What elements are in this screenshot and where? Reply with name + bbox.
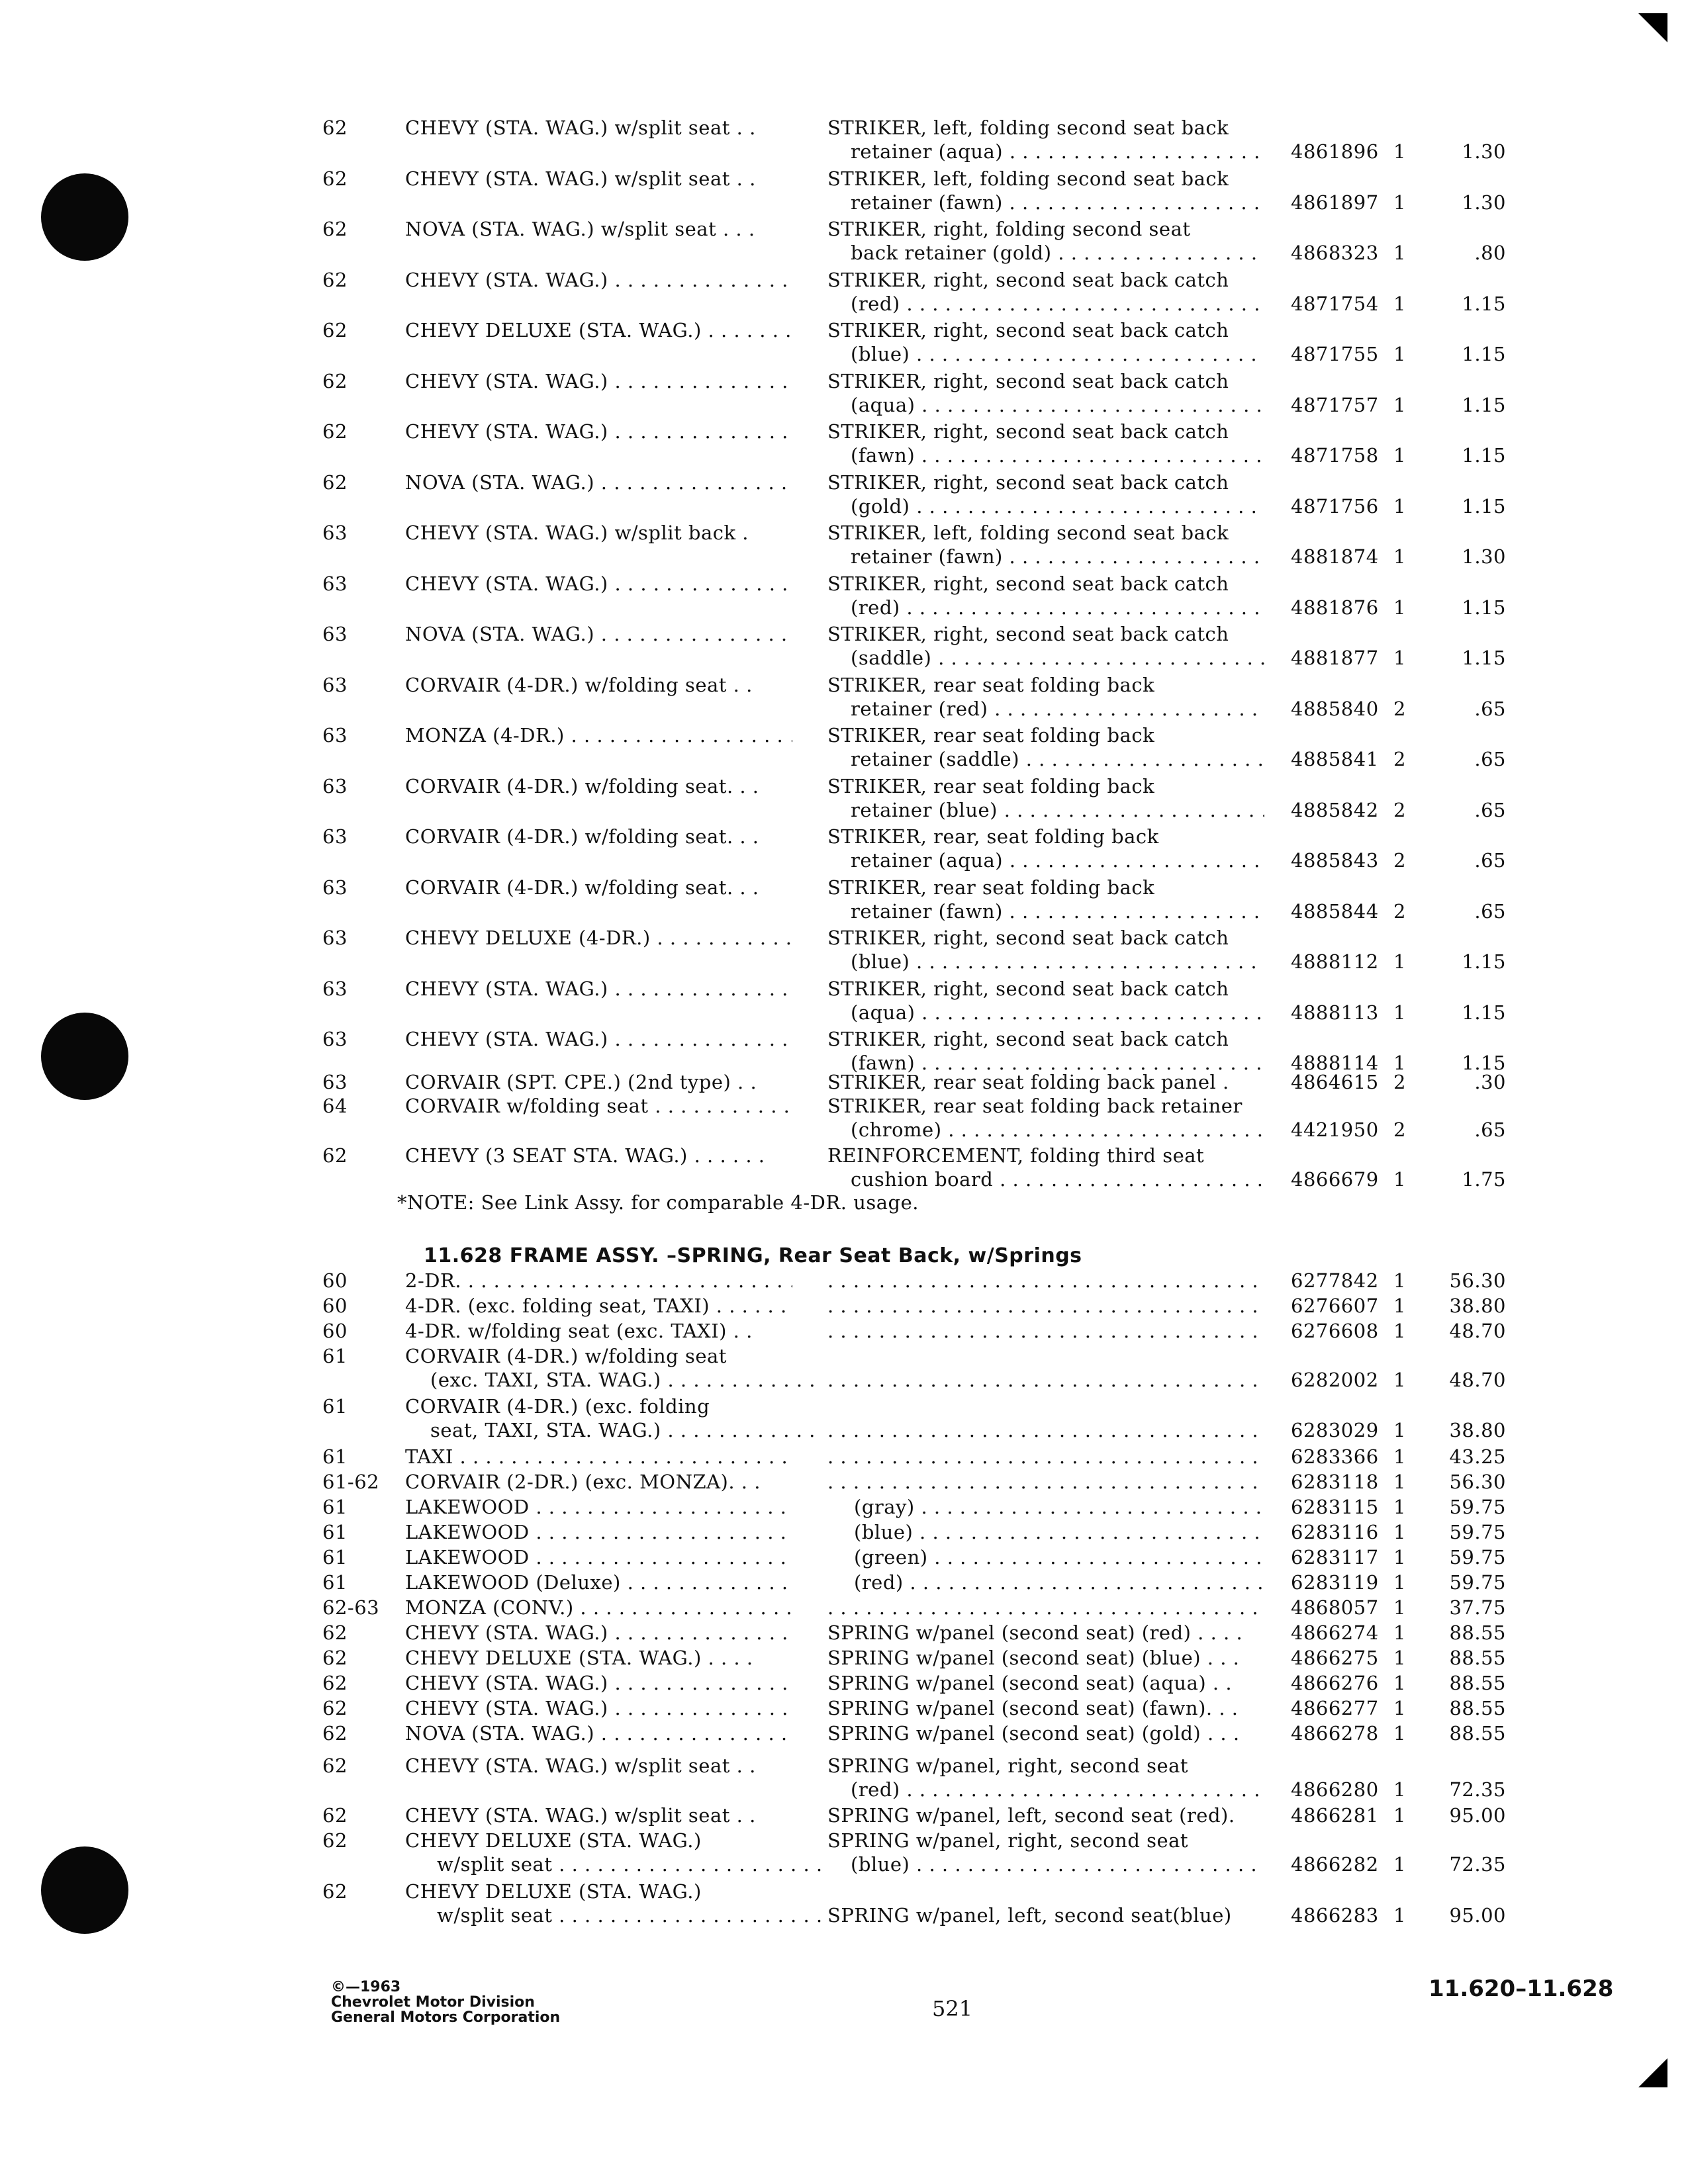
price: .30 <box>1474 1071 1506 1093</box>
description: STRIKER, right, second seat back catch <box>827 268 1229 291</box>
part-number: 4868057 <box>1291 1596 1379 1619</box>
description: STRIKER, left, folding second seat back <box>827 116 1229 139</box>
description-line2: (chrome) . . . <box>851 1118 1264 1142</box>
year: 62 <box>322 1647 348 1669</box>
model: CORVAIR (4-DR.) w/folding seat. . . <box>405 876 759 899</box>
description: SPRING w/panel (second seat) (blue) . . . <box>827 1647 1240 1669</box>
model: CORVAIR (2-DR.) (exc. MONZA). . . <box>405 1471 761 1493</box>
model: CHEVY (STA. WAG.) . . . <box>405 977 792 1001</box>
model: CORVAIR (4-DR.) w/folding seat . . <box>405 673 753 696</box>
model-line2: w/split seat . . . <box>437 1903 824 1927</box>
quantity: 1 <box>1393 242 1406 264</box>
model: CORVAIR w/folding seat . . . <box>405 1094 792 1118</box>
model-line2: seat, TAXI, STA. WAG.) . . . <box>430 1418 818 1442</box>
price: 43.25 <box>1449 1445 1506 1468</box>
corner-mark-top-right <box>1638 13 1667 42</box>
part-number: 4888112 <box>1291 950 1379 973</box>
model: CHEVY (STA. WAG.) . . . <box>405 1621 792 1645</box>
price: 1.15 <box>1462 596 1506 619</box>
price: 1.30 <box>1462 545 1506 568</box>
part-number: 6283119 <box>1291 1571 1379 1594</box>
quantity: 2 <box>1393 1118 1406 1141</box>
part-number: 4885843 <box>1291 849 1379 872</box>
description: STRIKER, right, second seat back catch <box>827 420 1229 443</box>
part-number: 4861897 <box>1291 191 1379 214</box>
quantity: 1 <box>1393 1419 1406 1441</box>
year: 60 <box>322 1320 348 1342</box>
year: 62 <box>322 1621 348 1644</box>
description <box>827 1470 1264 1494</box>
description: STRIKER, right, second seat back catch <box>827 927 1229 949</box>
part-number: 4871756 <box>1291 494 1379 518</box>
description-line2: back retainer (gold) . . . <box>851 241 1264 265</box>
price: 48.70 <box>1449 1320 1506 1342</box>
price: 1.15 <box>1462 1001 1506 1024</box>
description-line2: SPRING w/panel, left, second seat(blue) <box>827 1904 1232 1927</box>
model: NOVA (STA. WAG.) w/split seat . . . <box>405 218 755 240</box>
copyright: ©—1963 <box>331 1979 401 1995</box>
model: TAXI . . . <box>405 1445 792 1469</box>
quantity: 1 <box>1393 1168 1406 1191</box>
description: SPRING w/panel (second seat) (red) . . . . <box>827 1621 1243 1644</box>
price: 1.15 <box>1462 647 1506 669</box>
model: LAKEWOOD . . . <box>405 1520 792 1544</box>
description <box>827 1418 1264 1442</box>
description: REINFORCEMENT, folding third seat <box>827 1144 1205 1167</box>
price: 88.55 <box>1449 1697 1506 1719</box>
description-line2: (blue) . . . <box>851 1852 1264 1876</box>
quantity: 1 <box>1393 1471 1406 1493</box>
usage-note: *NOTE: See Link Assy. for comparable 4-DR. usage. <box>397 1191 919 1214</box>
quantity: 1 <box>1393 1722 1406 1745</box>
price: 72.35 <box>1449 1778 1506 1801</box>
description: STRIKER, rear seat folding back retainer <box>827 1095 1243 1117</box>
part-number: 4866280 <box>1291 1778 1379 1801</box>
model: CHEVY (STA. WAG.) w/split seat . . <box>405 167 756 190</box>
model: CHEVY (STA. WAG.) . . . <box>405 572 792 596</box>
description-line2: retainer (fawn) . . . <box>851 191 1264 214</box>
part-number: 4885841 <box>1291 748 1379 770</box>
part-number: 4881877 <box>1291 647 1379 669</box>
model: LAKEWOOD (Deluxe) . . . <box>405 1570 792 1594</box>
price: 95.00 <box>1449 1804 1506 1827</box>
description-line2: retainer (fawn) . . . <box>851 899 1264 923</box>
binder-hole-middle <box>41 1013 128 1100</box>
model: 4-DR. (exc. folding seat, TAXI) . . . <box>405 1294 792 1318</box>
quantity: 2 <box>1393 1071 1406 1093</box>
corporation-name: General Motors Corporation <box>331 2009 561 2026</box>
price: .65 <box>1474 899 1506 923</box>
quantity: 1 <box>1393 1647 1406 1669</box>
year: 63 <box>322 522 348 544</box>
binder-hole-bottom <box>41 1846 128 1934</box>
part-number: 4866283 <box>1291 1904 1379 1927</box>
description: SPRING w/panel (second seat) (fawn). . . <box>827 1697 1239 1719</box>
quantity: 2 <box>1393 849 1406 872</box>
price: 1.30 <box>1462 191 1506 214</box>
year: 62 <box>322 319 348 341</box>
price: 88.55 <box>1449 1672 1506 1694</box>
part-number: 4421950 <box>1291 1118 1379 1141</box>
model: CHEVY DELUXE (STA. WAG.) . . . . <box>405 1647 753 1669</box>
year: 63 <box>322 623 348 645</box>
description-line2: (aqua) . . . <box>851 1001 1264 1024</box>
model: CHEVY (STA. WAG.) w/split seat . . <box>405 1804 756 1827</box>
description: SPRING w/panel, right, second seat <box>827 1754 1189 1777</box>
model: CHEVY (STA. WAG.) w/split seat . . <box>405 116 756 139</box>
corner-mark-bottom-right <box>1638 2058 1667 2087</box>
price: 59.75 <box>1449 1571 1506 1594</box>
page-number: 521 <box>932 1996 973 2021</box>
model: CORVAIR (4-DR.) w/folding seat. . . <box>405 774 759 797</box>
quantity: 1 <box>1393 292 1406 315</box>
description: STRIKER, rear seat folding back panel . <box>827 1071 1229 1093</box>
price: .65 <box>1474 1118 1506 1141</box>
quantity: 1 <box>1393 343 1406 365</box>
part-number: 4866275 <box>1291 1647 1379 1669</box>
model: 4-DR. w/folding seat (exc. TAXI) . . <box>405 1320 753 1342</box>
description <box>827 1445 1264 1469</box>
model: CHEVY DELUXE (STA. WAG.) . . . <box>405 318 792 342</box>
model: LAKEWOOD . . . <box>405 1495 792 1519</box>
price: 1.75 <box>1462 1168 1506 1191</box>
quantity: 1 <box>1393 1697 1406 1719</box>
description: STRIKER, left, folding second seat back <box>827 167 1229 190</box>
model: CHEVY (STA. WAG.) . . . <box>405 1696 792 1720</box>
year: 62 <box>322 1144 348 1167</box>
description <box>827 1596 1264 1619</box>
model-line2: (exc. TAXI, STA. WAG.) . . . <box>430 1368 818 1392</box>
quantity: 2 <box>1393 798 1406 821</box>
quantity: 1 <box>1393 1621 1406 1644</box>
price: 1.30 <box>1462 140 1506 163</box>
part-number: 4864615 <box>1291 1071 1379 1093</box>
description: STRIKER, right, folding second seat <box>827 218 1191 240</box>
description: SPRING w/panel, left, second seat (red). <box>827 1804 1235 1827</box>
description: STRIKER, right, second seat back catch <box>827 623 1229 645</box>
year: 62 <box>322 420 348 443</box>
year: 62 <box>322 471 348 494</box>
part-number: 6282002 <box>1291 1369 1379 1391</box>
part-number: 4866274 <box>1291 1621 1379 1644</box>
description: STRIKER, right, second seat back catch <box>827 471 1229 494</box>
description-line2: retainer (saddle) . . . <box>851 747 1264 771</box>
quantity: 1 <box>1393 1445 1406 1468</box>
quantity: 1 <box>1393 1804 1406 1827</box>
year: 61 <box>322 1546 348 1569</box>
part-number: 4866282 <box>1291 1853 1379 1876</box>
price: 59.75 <box>1449 1521 1506 1543</box>
year: 62 <box>322 1697 348 1719</box>
description-line2: retainer (blue) . . . <box>851 798 1264 822</box>
description: STRIKER, right, second seat back catch <box>827 572 1229 595</box>
price: 1.15 <box>1462 292 1506 315</box>
year: 63 <box>322 572 348 595</box>
price: 1.15 <box>1462 444 1506 467</box>
model: CORVAIR (4-DR.) (exc. folding <box>405 1395 710 1418</box>
part-number: 6283117 <box>1291 1546 1379 1569</box>
division-name: Chevrolet Motor Division <box>331 1994 535 2011</box>
year: 62 <box>322 1880 348 1903</box>
part-number: 6283115 <box>1291 1496 1379 1518</box>
price: 56.30 <box>1449 1269 1506 1292</box>
year: 63 <box>322 774 348 797</box>
binder-hole-top <box>41 173 128 261</box>
part-number: 6283029 <box>1291 1419 1379 1441</box>
description: STRIKER, right, second seat back catch <box>827 1028 1229 1050</box>
description-line2: (aqua) . . . <box>851 393 1264 417</box>
part-number: 6283118 <box>1291 1471 1379 1493</box>
year: 61 <box>322 1395 348 1418</box>
part-number: 6283116 <box>1291 1521 1379 1543</box>
description <box>827 1269 1264 1293</box>
part-number: 4888113 <box>1291 1001 1379 1024</box>
year: 63 <box>322 876 348 899</box>
year: 62 <box>322 1672 348 1694</box>
description: STRIKER, left, folding second seat back <box>827 522 1229 544</box>
year: 61 <box>322 1521 348 1543</box>
model: NOVA (STA. WAG.) . . . <box>405 622 792 646</box>
quantity: 2 <box>1393 748 1406 770</box>
part-number: 4866679 <box>1291 1168 1379 1191</box>
part-number: 4885842 <box>1291 798 1379 821</box>
quantity: 1 <box>1393 1778 1406 1801</box>
price: .65 <box>1474 798 1506 821</box>
model: 2-DR. . . . <box>405 1269 792 1293</box>
description-line2: (red) . . . <box>851 292 1264 316</box>
quantity: 1 <box>1393 1320 1406 1342</box>
model: CHEVY (3 SEAT STA. WAG.) . . . . . . <box>405 1144 765 1167</box>
description-line2: (red) . . . <box>851 1778 1264 1801</box>
quantity: 1 <box>1393 1904 1406 1927</box>
price: 88.55 <box>1449 1722 1506 1745</box>
year: 62 <box>322 116 348 139</box>
description-line2: retainer (fawn) . . . <box>851 545 1264 569</box>
quantity: 2 <box>1393 899 1406 923</box>
price: 1.15 <box>1462 393 1506 416</box>
year: 61 <box>322 1445 348 1468</box>
description-line2: retainer (aqua) . . . <box>851 848 1264 872</box>
year: 63 <box>322 977 348 1000</box>
model: CORVAIR (4-DR.) w/folding seat <box>405 1345 727 1367</box>
part-number: 4885844 <box>1291 899 1379 923</box>
description-line2: (red) . . . <box>851 596 1264 619</box>
price: 1.15 <box>1462 950 1506 973</box>
price: .80 <box>1474 242 1506 264</box>
quantity: 1 <box>1393 1295 1406 1317</box>
quantity: 1 <box>1393 1546 1406 1569</box>
quantity: 1 <box>1393 596 1406 619</box>
year: 63 <box>322 927 348 949</box>
description-line2: (blue) . . . <box>851 342 1264 366</box>
year: 61 <box>322 1345 348 1367</box>
model: CHEVY (STA. WAG.) . . . <box>405 420 792 443</box>
description: STRIKER, rear seat folding back <box>827 673 1155 696</box>
model: CHEVY (STA. WAG.) . . . <box>405 268 792 292</box>
year: 62 <box>322 268 348 291</box>
part-number: 4881874 <box>1291 545 1379 568</box>
part-number: 4871754 <box>1291 292 1379 315</box>
price: .65 <box>1474 849 1506 872</box>
quantity: 1 <box>1393 1001 1406 1024</box>
model: CHEVY (STA. WAG.) . . . <box>405 1027 792 1051</box>
price: 37.75 <box>1449 1596 1506 1619</box>
year: 63 <box>322 1071 348 1093</box>
quantity: 1 <box>1393 1853 1406 1876</box>
description: STRIKER, right, second seat back catch <box>827 977 1229 1000</box>
year: 62 <box>322 167 348 190</box>
description: (blue) . . . <box>854 1520 1264 1544</box>
year: 61 <box>322 1496 348 1518</box>
part-number: 4871757 <box>1291 393 1379 416</box>
part-number: 4866281 <box>1291 1804 1379 1827</box>
model: CHEVY (STA. WAG.) w/split seat . . <box>405 1754 756 1777</box>
price: 1.15 <box>1462 494 1506 518</box>
price: .65 <box>1474 748 1506 770</box>
part-number: 4881876 <box>1291 596 1379 619</box>
part-number: 4888114 <box>1291 1052 1379 1074</box>
price: .65 <box>1474 697 1506 720</box>
year: 62 <box>322 1754 348 1777</box>
description: STRIKER, right, second seat back catch <box>827 319 1229 341</box>
year: 61-62 <box>322 1471 380 1493</box>
model: CORVAIR (4-DR.) w/folding seat. . . <box>405 825 759 848</box>
year: 62 <box>322 369 348 392</box>
model: CHEVY (STA. WAG.) . . . <box>405 1671 792 1695</box>
price: 1.15 <box>1462 1052 1506 1074</box>
year: 64 <box>322 1095 348 1117</box>
description: (gray) . . . <box>854 1495 1264 1519</box>
part-number: 6276607 <box>1291 1295 1379 1317</box>
description-line2: (fawn) . . . <box>851 443 1264 467</box>
description-line2: cushion board . . . <box>851 1167 1264 1191</box>
year: 62-63 <box>322 1596 380 1619</box>
quantity: 1 <box>1393 545 1406 568</box>
year: 61 <box>322 1571 348 1594</box>
description <box>827 1319 1264 1343</box>
part-number: 6283366 <box>1291 1445 1379 1468</box>
part-number: 6276608 <box>1291 1320 1379 1342</box>
quantity: 1 <box>1393 191 1406 214</box>
price: 38.80 <box>1449 1295 1506 1317</box>
model: NOVA (STA. WAG.) . . . <box>405 1721 792 1745</box>
part-number: 6277842 <box>1291 1269 1379 1292</box>
description: STRIKER, rear seat folding back <box>827 876 1155 899</box>
quantity: 1 <box>1393 1571 1406 1594</box>
price: 38.80 <box>1449 1419 1506 1441</box>
description: STRIKER, rear seat folding back <box>827 724 1155 747</box>
year: 62 <box>322 1829 348 1852</box>
model: CHEVY (STA. WAG.) w/split back . <box>405 522 749 544</box>
quantity: 1 <box>1393 647 1406 669</box>
year: 63 <box>322 724 348 747</box>
quantity: 1 <box>1393 1672 1406 1694</box>
description <box>827 1294 1264 1318</box>
price: 59.75 <box>1449 1546 1506 1569</box>
quantity: 1 <box>1393 1052 1406 1074</box>
model: NOVA (STA. WAG.) . . . <box>405 471 792 494</box>
part-number: 4871755 <box>1291 343 1379 365</box>
description-line2: retainer (aqua) . . . <box>851 140 1264 163</box>
quantity: 1 <box>1393 1496 1406 1518</box>
price: 88.55 <box>1449 1647 1506 1669</box>
part-number: 4885840 <box>1291 697 1379 720</box>
description: STRIKER, rear, seat folding back <box>827 825 1159 848</box>
part-number: 4861896 <box>1291 140 1379 163</box>
quantity: 2 <box>1393 697 1406 720</box>
description: (red) . . . <box>854 1570 1264 1594</box>
price: 48.70 <box>1449 1369 1506 1391</box>
year: 62 <box>322 1722 348 1745</box>
section-range: 11.620–11.628 <box>1429 1976 1614 2002</box>
description: SPRING w/panel, right, second seat <box>827 1829 1189 1852</box>
description-line2: (fawn) . . . <box>851 1051 1264 1075</box>
year: 60 <box>322 1269 348 1292</box>
year: 60 <box>322 1295 348 1317</box>
description-line2: (saddle) . . . <box>851 646 1264 670</box>
price: 72.35 <box>1449 1853 1506 1876</box>
quantity: 1 <box>1393 140 1406 163</box>
model: CHEVY (STA. WAG.) . . . <box>405 369 792 393</box>
quantity: 1 <box>1393 1369 1406 1391</box>
quantity: 1 <box>1393 393 1406 416</box>
description-line2: retainer (red) . . . <box>851 697 1264 721</box>
model: LAKEWOOD . . . <box>405 1545 792 1569</box>
model: CORVAIR (SPT. CPE.) (2nd type) . . <box>405 1071 757 1093</box>
part-number: 4871758 <box>1291 444 1379 467</box>
description-line2: (gold) . . . <box>851 494 1264 518</box>
year: 62 <box>322 1804 348 1827</box>
part-number: 4866277 <box>1291 1697 1379 1719</box>
description: STRIKER, right, second seat back catch <box>827 369 1229 392</box>
price: 1.15 <box>1462 343 1506 365</box>
price: 88.55 <box>1449 1621 1506 1644</box>
year: 63 <box>322 1028 348 1050</box>
quantity: 1 <box>1393 494 1406 518</box>
description: SPRING w/panel (second seat) (gold) . . . <box>827 1722 1240 1745</box>
quantity: 1 <box>1393 1269 1406 1292</box>
year: 63 <box>322 825 348 848</box>
quantity: 1 <box>1393 1521 1406 1543</box>
description: STRIKER, rear seat folding back <box>827 774 1155 797</box>
price: 95.00 <box>1449 1904 1506 1927</box>
model: MONZA (CONV.) . . . <box>405 1596 792 1619</box>
part-number: 4866276 <box>1291 1672 1379 1694</box>
model: CHEVY DELUXE (STA. WAG.) <box>405 1880 702 1903</box>
quantity: 1 <box>1393 1596 1406 1619</box>
year: 62 <box>322 218 348 240</box>
part-number: 4868323 <box>1291 242 1379 264</box>
description <box>827 1368 1264 1392</box>
year: 63 <box>322 673 348 696</box>
quantity: 1 <box>1393 444 1406 467</box>
price: 56.30 <box>1449 1471 1506 1493</box>
model: CHEVY DELUXE (STA. WAG.) <box>405 1829 702 1852</box>
part-number: 4866278 <box>1291 1722 1379 1745</box>
description-line2: (blue) . . . <box>851 950 1264 974</box>
model-line2: w/split seat . . . <box>437 1852 824 1876</box>
section-title: 11.628 FRAME ASSY. –SPRING, Rear Seat Back, w/Springs <box>424 1244 1082 1267</box>
description: (green) . . . <box>854 1545 1264 1569</box>
model: MONZA (4-DR.) . . . <box>405 723 792 747</box>
quantity: 1 <box>1393 950 1406 973</box>
price: 59.75 <box>1449 1496 1506 1518</box>
description: SPRING w/panel (second seat) (aqua) . . <box>827 1672 1233 1694</box>
model: CHEVY DELUXE (4-DR.) . . . <box>405 926 792 950</box>
